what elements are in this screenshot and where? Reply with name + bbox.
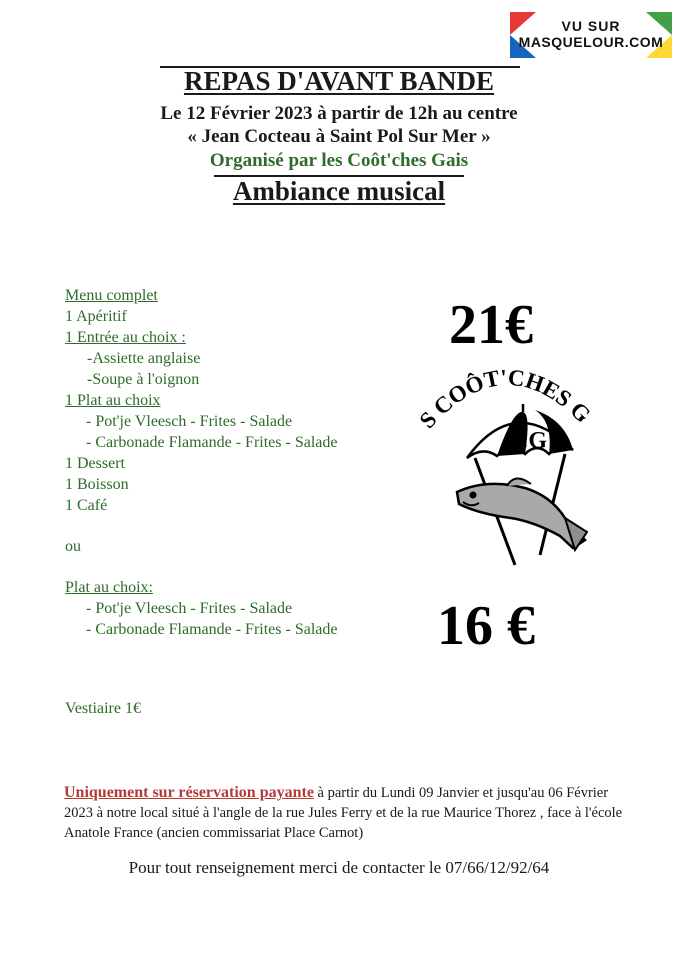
entree-title: 1 Entrée au choix : xyxy=(65,329,186,346)
price-menu-complet: 21€ xyxy=(449,294,533,356)
reservation-info xyxy=(64,783,624,843)
menu-item: 1 Dessert xyxy=(65,455,125,472)
plat-choix-option: - Pot'je Vleesch - Frites - Salade xyxy=(86,600,293,617)
logo-initials: CG xyxy=(511,428,547,454)
menu-block xyxy=(65,285,337,516)
plat-title: 1 Plat au choix xyxy=(65,392,161,409)
plat-option: - Pot'je Vleesch - Frites - Salade xyxy=(86,413,293,430)
contact-line: Pour tout renseignement merci de contacter le 07/66/12/92/64 xyxy=(128,858,550,877)
badge-line2: MASQUELOUR.COM xyxy=(518,34,664,50)
entree-option: -Soupe à l'oignon xyxy=(87,371,200,388)
plat-option: - Carbonade Flamande - Frites - Salade xyxy=(86,434,338,451)
watermark-badge xyxy=(510,12,672,58)
price-plat: 16 € xyxy=(437,595,535,657)
reservation-highlight: Uniquement sur réservation payante xyxy=(64,784,314,801)
logo-arc-text: S COÔT'CHES G xyxy=(415,364,596,433)
badge-line1: VU SUR xyxy=(561,18,621,34)
plat-choix-option: - Carbonade Flamande - Frites - Salade xyxy=(86,621,338,638)
vestiaire-note: Vestiaire 1€ xyxy=(65,700,141,717)
fish-icon xyxy=(457,478,587,550)
reservation-details: à partir du Lundi 09 Janvier et jusqu'au 06 Février 2023 à notre local situé à l'angle de la rue Jules Ferry et de la rue Maurice Thorez , face à l'école Anatole France (ancien commissariat Place Carnot) xyxy=(64,785,623,841)
entree-option: -Assiette anglaise xyxy=(87,350,201,367)
or-separator: ou xyxy=(65,538,81,555)
menu-item: 1 Café xyxy=(65,497,108,514)
umbrella-fish-logo xyxy=(415,350,600,590)
menu-item: 1 Apéritif xyxy=(65,308,127,325)
page-title: REPAS D'AVANT BANDE xyxy=(183,66,495,96)
ambiance-heading: Ambiance musical xyxy=(232,176,446,206)
plat-choix-title: Plat au choix: xyxy=(65,579,153,596)
event-date: Le 12 Février 2023 à partir de 12h au centre xyxy=(160,103,518,124)
menu-complet-title: Menu complet xyxy=(65,287,158,304)
logo-graphic xyxy=(415,350,600,590)
plat-choix-block xyxy=(65,577,337,640)
event-place: « Jean Cocteau à Saint Pol Sur Mer » xyxy=(187,126,491,147)
menu-item: 1 Boisson xyxy=(65,476,129,493)
event-organizer: Organisé par les Coôt'ches Gais xyxy=(209,150,469,171)
